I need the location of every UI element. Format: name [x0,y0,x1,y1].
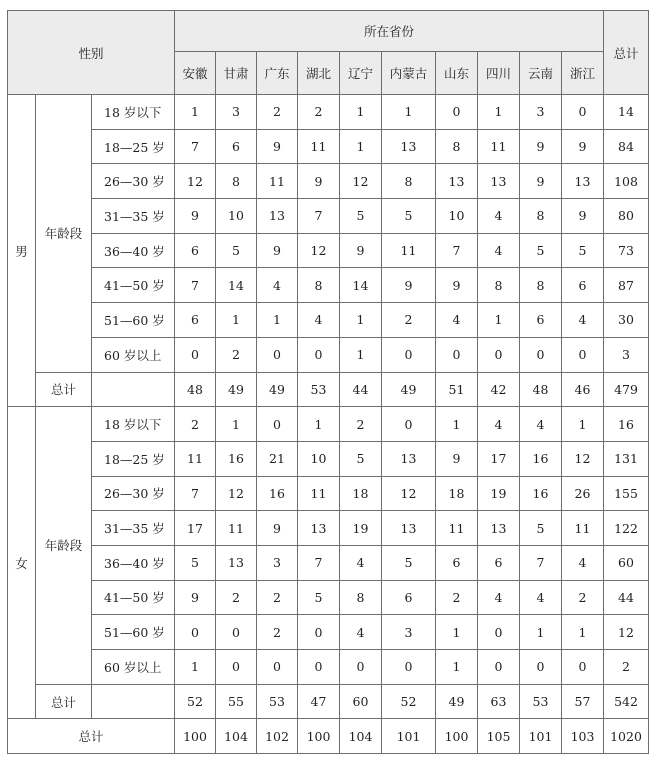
value-cell: 7 [175,129,216,164]
value-cell: 8 [520,199,562,234]
value-cell: 8 [216,164,257,199]
value-cell: 11 [298,476,340,511]
value-cell: 11 [382,233,436,268]
subtotal-cell: 53 [520,684,562,719]
value-cell: 4 [520,407,562,442]
value-cell: 8 [340,580,382,615]
value-cell: 1 [382,95,436,130]
value-cell: 8 [520,268,562,303]
value-cell: 0 [436,337,478,372]
value-cell: 10 [216,199,257,234]
subtotal-cell: 55 [216,684,257,719]
value-cell: 13 [478,164,520,199]
row-total-cell: 30 [604,303,649,338]
value-cell: 17 [478,441,520,476]
value-cell: 0 [175,615,216,650]
value-cell: 2 [298,95,340,130]
value-cell: 5 [216,233,257,268]
subtotal-cell: 49 [382,372,436,407]
value-cell: 6 [216,129,257,164]
province-cell: 云南 [520,52,562,95]
value-cell: 1 [340,337,382,372]
value-cell: 9 [436,268,478,303]
value-cell: 19 [478,476,520,511]
value-cell: 9 [298,164,340,199]
row-total-cell: 87 [604,268,649,303]
value-cell: 2 [382,303,436,338]
value-cell: 16 [216,441,257,476]
value-cell: 9 [175,199,216,234]
province-cell: 山东 [436,52,478,95]
table-row [8,476,649,511]
age-cell: 41—50 岁 [92,268,175,303]
province-cell: 广东 [257,52,298,95]
value-cell: 6 [520,303,562,338]
value-cell: 0 [216,615,257,650]
value-cell: 0 [382,337,436,372]
value-cell: 2 [340,407,382,442]
value-cell: 0 [257,407,298,442]
subtotal-cell: 47 [298,684,340,719]
table-row [8,129,649,164]
value-cell: 2 [257,615,298,650]
grand-total-cell: 104 [340,719,382,754]
value-cell: 12 [216,476,257,511]
subtotal-row [8,684,649,719]
value-cell: 7 [436,233,478,268]
row-total-cell: 44 [604,580,649,615]
subtotal-cell: 53 [298,372,340,407]
value-cell: 1 [175,650,216,685]
value-cell: 0 [478,337,520,372]
subtotal-cell: 52 [382,684,436,719]
value-cell: 14 [340,268,382,303]
value-cell: 10 [298,441,340,476]
age-cell: 36—40 岁 [92,233,175,268]
value-cell: 13 [436,164,478,199]
value-cell: 2 [257,95,298,130]
value-cell: 12 [175,164,216,199]
value-cell: 9 [175,580,216,615]
table-row [8,303,649,338]
value-cell: 13 [382,441,436,476]
value-cell: 26 [562,476,604,511]
value-cell: 9 [520,164,562,199]
value-cell: 4 [562,303,604,338]
province-header: 所在省份 [175,11,604,52]
value-cell: 0 [478,615,520,650]
value-cell: 7 [175,476,216,511]
value-cell: 0 [175,337,216,372]
value-cell: 3 [216,95,257,130]
row-total-cell: 2 [604,650,649,685]
table-row [8,615,649,650]
province-cell: 内蒙古 [382,52,436,95]
value-cell: 1 [257,303,298,338]
value-cell: 0 [436,95,478,130]
value-cell: 9 [562,129,604,164]
value-cell: 1 [478,95,520,130]
subtotal-total: 542 [604,684,649,719]
value-cell: 11 [298,129,340,164]
table-container [7,10,649,754]
age-group-label: 年龄段 [36,407,92,685]
value-cell: 7 [175,268,216,303]
value-cell: 4 [257,268,298,303]
table-row [8,441,649,476]
value-cell: 4 [520,580,562,615]
value-cell: 1 [298,407,340,442]
subtotal-cell: 46 [562,372,604,407]
subtotal-row [8,372,649,407]
table-row [8,164,649,199]
value-cell: 0 [257,650,298,685]
value-cell: 3 [382,615,436,650]
value-cell: 5 [382,199,436,234]
value-cell: 1 [436,407,478,442]
value-cell: 6 [175,303,216,338]
age-cell: 31—35 岁 [92,199,175,234]
grand-total-total: 1020 [604,719,649,754]
value-cell: 4 [478,580,520,615]
value-cell: 12 [562,441,604,476]
value-cell: 0 [216,650,257,685]
value-cell: 21 [257,441,298,476]
value-cell: 9 [257,129,298,164]
gender-cell: 女 [8,407,36,719]
value-cell: 8 [298,268,340,303]
value-cell: 1 [216,407,257,442]
value-cell: 12 [340,164,382,199]
value-cell: 0 [298,337,340,372]
value-cell: 16 [520,476,562,511]
value-cell: 1 [216,303,257,338]
value-cell: 0 [478,650,520,685]
row-total-cell: 122 [604,511,649,546]
value-cell: 1 [562,407,604,442]
data-table [7,10,649,754]
value-cell: 0 [562,650,604,685]
value-cell: 13 [298,511,340,546]
value-cell: 5 [562,233,604,268]
value-cell: 0 [382,650,436,685]
row-total-cell: 60 [604,545,649,580]
age-cell: 18 岁以下 [92,95,175,130]
value-cell: 6 [382,580,436,615]
province-cell: 辽宁 [340,52,382,95]
age-cell: 18—25 岁 [92,441,175,476]
value-cell: 13 [478,511,520,546]
value-cell: 1 [340,95,382,130]
value-cell: 4 [562,545,604,580]
value-cell: 17 [175,511,216,546]
province-cell: 四川 [478,52,520,95]
subtotal-cell: 42 [478,372,520,407]
value-cell: 6 [436,545,478,580]
value-cell: 2 [175,407,216,442]
value-cell: 0 [382,407,436,442]
value-cell: 9 [340,233,382,268]
header-row [8,11,649,52]
value-cell: 2 [257,580,298,615]
subtotal-cell: 48 [520,372,562,407]
value-cell: 4 [298,303,340,338]
table-row [8,199,649,234]
row-total-cell: 131 [604,441,649,476]
age-cell: 31—35 岁 [92,511,175,546]
subtotal-cell: 57 [562,684,604,719]
value-cell: 7 [520,545,562,580]
value-cell: 1 [175,95,216,130]
value-cell: 2 [436,580,478,615]
value-cell: 4 [340,545,382,580]
grand-total-cell: 101 [520,719,562,754]
table-body [8,11,649,754]
subtotal-empty [92,372,175,407]
total-header: 总计 [604,11,649,95]
age-cell: 18—25 岁 [92,129,175,164]
value-cell: 18 [340,476,382,511]
value-cell: 7 [298,545,340,580]
value-cell: 1 [562,615,604,650]
table-row [8,337,649,372]
value-cell: 2 [216,580,257,615]
value-cell: 4 [478,199,520,234]
row-total-cell: 108 [604,164,649,199]
value-cell: 19 [340,511,382,546]
age-cell: 18 岁以下 [92,407,175,442]
grand-total-cell: 103 [562,719,604,754]
grand-total-cell: 100 [175,719,216,754]
subtotal-cell: 49 [216,372,257,407]
grand-total-cell: 100 [298,719,340,754]
value-cell: 0 [340,650,382,685]
value-cell: 13 [382,129,436,164]
subtotal-cell: 60 [340,684,382,719]
age-cell: 51—60 岁 [92,615,175,650]
table-row [8,95,649,130]
row-total-cell: 12 [604,615,649,650]
row-total-cell: 14 [604,95,649,130]
value-cell: 6 [562,268,604,303]
value-cell: 1 [340,129,382,164]
province-cell: 湖北 [298,52,340,95]
grand-total-label: 总计 [8,719,175,754]
row-total-cell: 3 [604,337,649,372]
value-cell: 8 [478,268,520,303]
value-cell: 9 [257,233,298,268]
value-cell: 3 [520,95,562,130]
row-total-cell: 155 [604,476,649,511]
value-cell: 9 [382,268,436,303]
value-cell: 1 [436,650,478,685]
value-cell: 11 [175,441,216,476]
subtotal-cell: 48 [175,372,216,407]
table-row [8,407,649,442]
age-cell: 60 岁以上 [92,337,175,372]
subtotal-cell: 52 [175,684,216,719]
age-group-label: 年龄段 [36,95,92,373]
subtotal-label: 总计 [36,372,92,407]
value-cell: 11 [216,511,257,546]
value-cell: 11 [257,164,298,199]
subtotal-cell: 63 [478,684,520,719]
value-cell: 10 [436,199,478,234]
age-cell: 51—60 岁 [92,303,175,338]
value-cell: 0 [298,615,340,650]
value-cell: 4 [478,407,520,442]
value-cell: 8 [436,129,478,164]
grand-total-cell: 100 [436,719,478,754]
value-cell: 5 [382,545,436,580]
value-cell: 6 [175,233,216,268]
value-cell: 14 [216,268,257,303]
value-cell: 13 [382,511,436,546]
subtotal-total: 479 [604,372,649,407]
value-cell: 1 [478,303,520,338]
subtotal-label: 总计 [36,684,92,719]
value-cell: 5 [175,545,216,580]
value-cell: 1 [436,615,478,650]
province-cell: 甘肃 [216,52,257,95]
subtotal-cell: 53 [257,684,298,719]
value-cell: 0 [298,650,340,685]
table-row [8,580,649,615]
value-cell: 9 [436,441,478,476]
value-cell: 2 [562,580,604,615]
value-cell: 8 [382,164,436,199]
value-cell: 4 [340,615,382,650]
grand-total-cell: 101 [382,719,436,754]
value-cell: 7 [298,199,340,234]
province-cell: 安徽 [175,52,216,95]
table-row [8,511,649,546]
value-cell: 16 [257,476,298,511]
grand-total-row [8,719,649,754]
value-cell: 9 [562,199,604,234]
subtotal-empty [92,684,175,719]
value-cell: 0 [520,337,562,372]
value-cell: 16 [520,441,562,476]
gender-header: 性别 [8,11,175,95]
age-cell: 26—30 岁 [92,164,175,199]
row-total-cell: 73 [604,233,649,268]
grand-total-cell: 102 [257,719,298,754]
value-cell: 0 [520,650,562,685]
value-cell: 5 [298,580,340,615]
value-cell: 11 [562,511,604,546]
age-cell: 41—50 岁 [92,580,175,615]
subtotal-cell: 44 [340,372,382,407]
table-row [8,545,649,580]
value-cell: 5 [340,199,382,234]
subtotal-cell: 49 [257,372,298,407]
value-cell: 9 [520,129,562,164]
value-cell: 0 [257,337,298,372]
row-total-cell: 16 [604,407,649,442]
value-cell: 13 [216,545,257,580]
age-cell: 60 岁以上 [92,650,175,685]
value-cell: 1 [340,303,382,338]
gender-cell: 男 [8,95,36,407]
table-row [8,268,649,303]
table-row [8,233,649,268]
value-cell: 5 [520,511,562,546]
age-cell: 26—30 岁 [92,476,175,511]
value-cell: 4 [436,303,478,338]
grand-total-cell: 105 [478,719,520,754]
row-total-cell: 80 [604,199,649,234]
province-cell: 浙江 [562,52,604,95]
value-cell: 3 [257,545,298,580]
subtotal-cell: 51 [436,372,478,407]
table-row [8,650,649,685]
value-cell: 13 [562,164,604,199]
value-cell: 4 [478,233,520,268]
value-cell: 9 [257,511,298,546]
value-cell: 12 [382,476,436,511]
value-cell: 11 [478,129,520,164]
grand-total-cell: 104 [216,719,257,754]
subtotal-cell: 49 [436,684,478,719]
value-cell: 0 [562,337,604,372]
value-cell: 18 [436,476,478,511]
row-total-cell: 84 [604,129,649,164]
value-cell: 12 [298,233,340,268]
value-cell: 13 [257,199,298,234]
value-cell: 5 [340,441,382,476]
value-cell: 11 [436,511,478,546]
value-cell: 1 [520,615,562,650]
value-cell: 6 [478,545,520,580]
age-cell: 36—40 岁 [92,545,175,580]
value-cell: 0 [562,95,604,130]
value-cell: 2 [216,337,257,372]
value-cell: 5 [520,233,562,268]
